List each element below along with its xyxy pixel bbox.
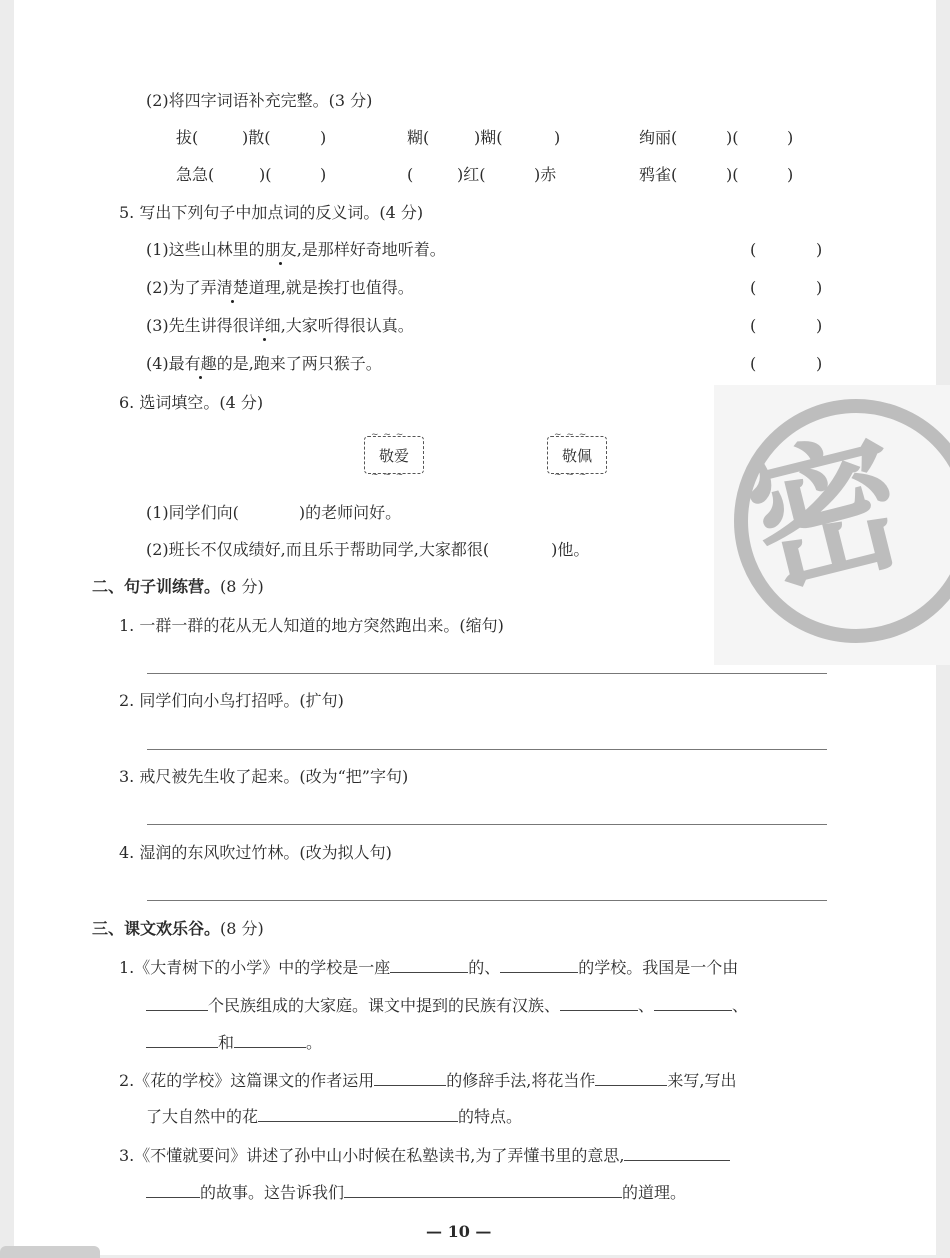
fill-blank[interactable]	[258, 1107, 458, 1122]
s3-q1-line-2	[146, 996, 748, 1016]
sentence-text: (3)先生讲得很	[146, 316, 249, 335]
page-number: — 10 —	[426, 1222, 492, 1241]
idiom-text: )(	[726, 165, 739, 184]
question-text: 1.《大青树下的小学》中的学校是一座	[119, 958, 391, 977]
sentence-text: ,大家听得很认真。	[280, 316, 414, 335]
section-score: (8 分)	[220, 919, 264, 938]
fill-blank[interactable]	[146, 1183, 200, 1198]
fill-blank[interactable]	[344, 1183, 622, 1198]
section-2-heading	[92, 577, 264, 597]
idiom-text: )赤	[534, 165, 557, 184]
question-text: 来写,写出	[667, 1071, 737, 1090]
seal-glyph: 密	[733, 412, 921, 618]
q4-2-heading: (2)将四字词语补充完整。(3 分)	[146, 91, 373, 110]
section-score: (8 分)	[220, 577, 264, 596]
answer-paren-close: )	[816, 316, 823, 335]
idiom-text: )(	[259, 165, 272, 184]
dotted-word: 朋友	[264, 240, 297, 259]
question-text: 2.《花的学校》这篇课文的作者运用	[119, 1071, 375, 1090]
question-text: 、	[638, 996, 655, 1015]
idiom-text: )红(	[457, 165, 486, 184]
question-text: 的特点。	[458, 1107, 523, 1126]
question-note: (改为“把”字句)	[299, 767, 409, 786]
question-note: (改为拟人句)	[299, 843, 392, 862]
question-text: 的道理。	[622, 1183, 687, 1202]
answer-paren-open: (	[750, 354, 757, 373]
question-text: 了大自然中的花	[146, 1107, 259, 1126]
question-text: 和	[218, 1033, 235, 1052]
dotted-word: 有趣	[184, 354, 217, 373]
q6-heading: 6. 选词填空。(4 分)	[119, 393, 264, 412]
idiom-text: )散(	[242, 128, 271, 147]
dotted-word: 清楚	[216, 278, 249, 297]
s3-q3-line-2	[146, 1183, 686, 1203]
question-text: 3. 戒尺被先生收了起来。	[119, 767, 300, 786]
q5-heading: 5. 写出下列句子中加点词的反义词。(4 分)	[119, 203, 424, 222]
answer-paren-open: (	[750, 316, 757, 335]
sentence-text: )的老师问好。	[298, 503, 402, 522]
sentence-text: )他。	[551, 540, 590, 559]
idiom-text: )	[554, 128, 561, 147]
question-text: 3.《不懂就要问》讲述了孙中山小时候在私塾读书,为了弄懂书里的意思,	[119, 1146, 625, 1165]
sentence-text: (1)这些山林里的	[146, 240, 265, 259]
worksheet-page	[14, 0, 936, 1255]
idiom-text: )(	[726, 128, 739, 147]
question-text: 的修辞手法,将花当作	[446, 1071, 596, 1090]
answer-line	[147, 749, 827, 750]
answer-line	[147, 824, 827, 825]
q5-sentence-2	[146, 278, 414, 298]
fill-blank[interactable]	[560, 996, 638, 1011]
question-text: 个民族组成的大家庭。课文中提到的民族有汉族、	[208, 996, 561, 1015]
question-text: 、	[732, 996, 749, 1015]
s3-q1-line-1	[119, 958, 738, 978]
question-text: 的、	[468, 958, 501, 977]
question-note: (扩句)	[299, 691, 344, 710]
question-text: 4. 湿润的东风吹过竹林。	[119, 843, 300, 862]
question-text: 。	[306, 1033, 323, 1052]
dotted-word: 详细	[248, 316, 281, 335]
answer-paren-open: (	[750, 240, 757, 259]
answer-paren-close: )	[816, 240, 823, 259]
idiom-text: (	[407, 165, 414, 184]
sentence-text: (2)班长不仅成绩好,而且乐于帮助同学,大家都很(	[146, 540, 490, 559]
section-title: 二、句子训练营。	[92, 577, 221, 596]
fill-blank[interactable]	[146, 1033, 218, 1048]
q5-sentence-4	[146, 354, 382, 374]
fill-blank[interactable]	[500, 958, 578, 973]
answer-line	[147, 900, 827, 901]
idiom-text: 拔(	[176, 128, 199, 147]
fill-blank[interactable]	[595, 1071, 667, 1086]
q5-sentence-3	[146, 316, 414, 336]
idiom-text: 糊(	[407, 128, 430, 147]
idiom-text: )糊(	[474, 128, 503, 147]
fill-blank[interactable]	[654, 996, 732, 1011]
idiom-text: )	[320, 165, 327, 184]
q6-sentence-1	[146, 503, 401, 523]
s3-q1-line-3	[146, 1033, 322, 1053]
fill-blank[interactable]	[146, 996, 208, 1011]
question-text: 的学校。我国是一个由	[578, 958, 739, 977]
confidential-seal	[714, 385, 950, 665]
word-box-1: ~ ~ ~ 敬爱 ~ ~ ~	[364, 436, 424, 474]
answer-line	[147, 673, 827, 674]
question-text: 2. 同学们向小鸟打招呼。	[119, 691, 300, 710]
idiom-text: 绚丽(	[639, 128, 678, 147]
fill-blank[interactable]	[390, 958, 468, 973]
sentence-text: 道理,就是挨打也值得。	[248, 278, 414, 297]
idiom-text: 鸦雀(	[639, 165, 678, 184]
s2-question-2	[119, 691, 344, 711]
idiom-text: 急急(	[176, 165, 215, 184]
sentence-text: 的是,跑来了两只猴子。	[216, 354, 382, 373]
sentence-text: (1)同学们向(	[146, 503, 239, 522]
s2-question-1	[119, 616, 504, 636]
fill-blank[interactable]	[624, 1146, 730, 1161]
q5-sentence-1	[146, 240, 446, 260]
q6-sentence-2	[146, 540, 589, 560]
s3-q3-line-1	[119, 1146, 730, 1166]
answer-paren-close: )	[816, 278, 823, 297]
fill-blank[interactable]	[234, 1033, 306, 1048]
idiom-text: )	[787, 128, 794, 147]
idiom-text: )	[787, 165, 794, 184]
s3-q2-line-1	[119, 1071, 736, 1091]
s2-question-3	[119, 767, 408, 787]
sentence-text: ,是那样好奇地听着。	[296, 240, 446, 259]
question-text: 的故事。这告诉我们	[200, 1183, 345, 1202]
fill-blank[interactable]	[374, 1071, 446, 1086]
s3-q2-line-2	[146, 1107, 522, 1127]
sentence-text: (4)最	[146, 354, 185, 373]
section-title: 三、课文欢乐谷。	[92, 919, 221, 938]
question-text: 1. 一群一群的花从无人知道的地方突然跑出来。	[119, 616, 460, 635]
section-3-heading	[92, 919, 264, 939]
answer-paren-open: (	[750, 278, 757, 297]
s2-question-4	[119, 843, 392, 863]
sentence-text: (2)为了弄	[146, 278, 217, 297]
idiom-text: )	[320, 128, 327, 147]
question-note: (缩句)	[459, 616, 504, 635]
corner-tab	[0, 1246, 100, 1258]
answer-paren-close: )	[816, 354, 823, 373]
word-box-2: ~ ~ ~ 敬佩 ~ ~ ~	[547, 436, 607, 474]
